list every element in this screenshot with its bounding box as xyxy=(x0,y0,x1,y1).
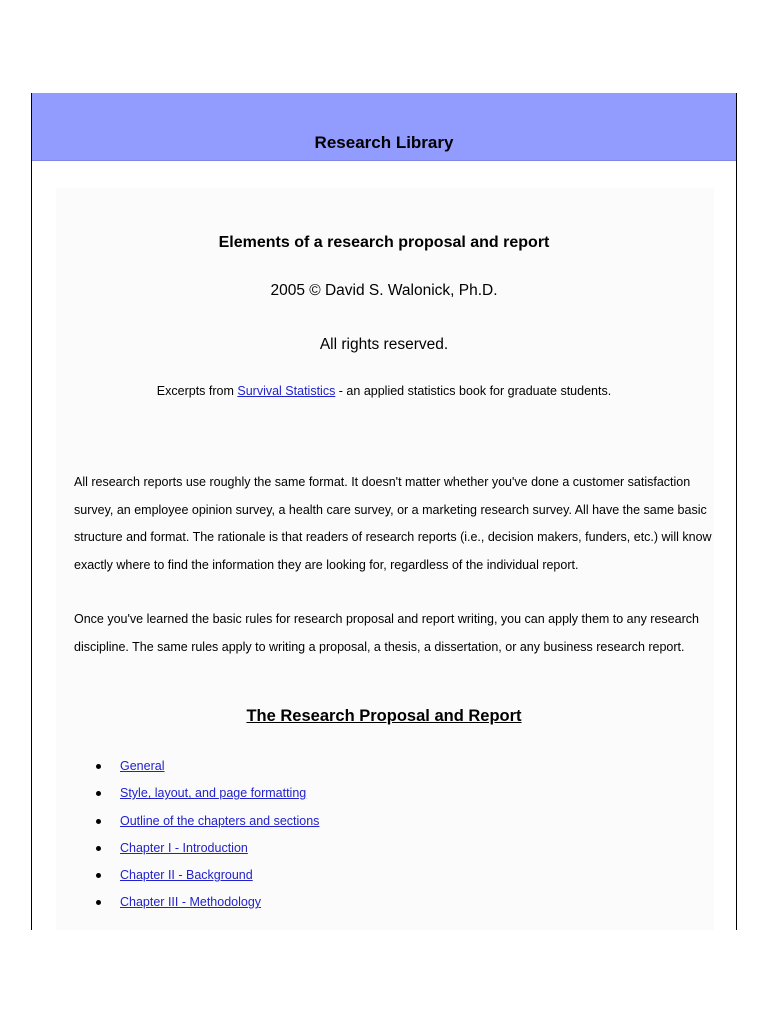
page-frame xyxy=(31,93,737,930)
table-of-contents xyxy=(96,753,319,917)
toc-item-style xyxy=(96,780,319,807)
copyright-line: 2005 © David S. Walonick, Ph.D. xyxy=(270,282,498,299)
toc-link-general[interactable]: General xyxy=(120,759,165,773)
excerpt-line xyxy=(32,384,736,398)
toc-link-chapter-3[interactable]: Chapter III - Methodology xyxy=(120,895,262,910)
survival-statistics-link[interactable]: Survival Statistics xyxy=(237,384,336,398)
toc-item-outline xyxy=(96,808,319,835)
toc-link-outline[interactable]: Outline of the chapters and sections xyxy=(120,813,320,828)
section-heading: The Research Proposal and Report xyxy=(246,707,522,725)
header-band xyxy=(32,93,736,161)
toc-item-chapter-3 xyxy=(96,889,319,916)
bullet-icon xyxy=(96,900,101,905)
toc-item-chapter-2 xyxy=(96,862,319,889)
excerpt-suffix: - an applied statistics book for graduate students. xyxy=(335,384,612,398)
intro-paragraph: All research reports use roughly the same format. It doesn't matter whether you've done a customer satisfaction survey, an employee opinion survey, a health care survey, or a marketing research survey. All have the same basic structure and format. The rationale is that readers of research reports (i.e., decision makers, funders, etc.) will know exactly where to find the information they are looking for, regardless of the individual report. xyxy=(74,475,712,572)
bullet-icon xyxy=(96,764,101,769)
rights-line: All rights reserved. xyxy=(319,336,449,353)
toc-link-chapter-2[interactable]: Chapter II - Background xyxy=(120,868,253,883)
toc-item-chapter-1 xyxy=(96,835,319,862)
bullet-icon xyxy=(96,873,101,878)
toc-link-chapter-1[interactable]: Chapter I - Introduction xyxy=(120,840,248,855)
toc-item-general xyxy=(96,753,319,780)
excerpt-prefix: Excerpts from xyxy=(156,384,238,398)
bullet-icon xyxy=(96,791,101,796)
rules-paragraph: Once you've learned the basic rules for research proposal and report writing, you can apply them to any research discipline. The same rules apply to writing a proposal, a thesis, a dissertation, or any business research report. xyxy=(74,612,699,654)
bullet-icon xyxy=(96,819,101,824)
toc-link-style[interactable]: Style, layout, and page formatting xyxy=(120,786,307,801)
site-title: Research Library xyxy=(314,133,454,152)
document-title: Elements of a research proposal and report xyxy=(218,234,550,251)
bullet-icon xyxy=(96,846,101,851)
